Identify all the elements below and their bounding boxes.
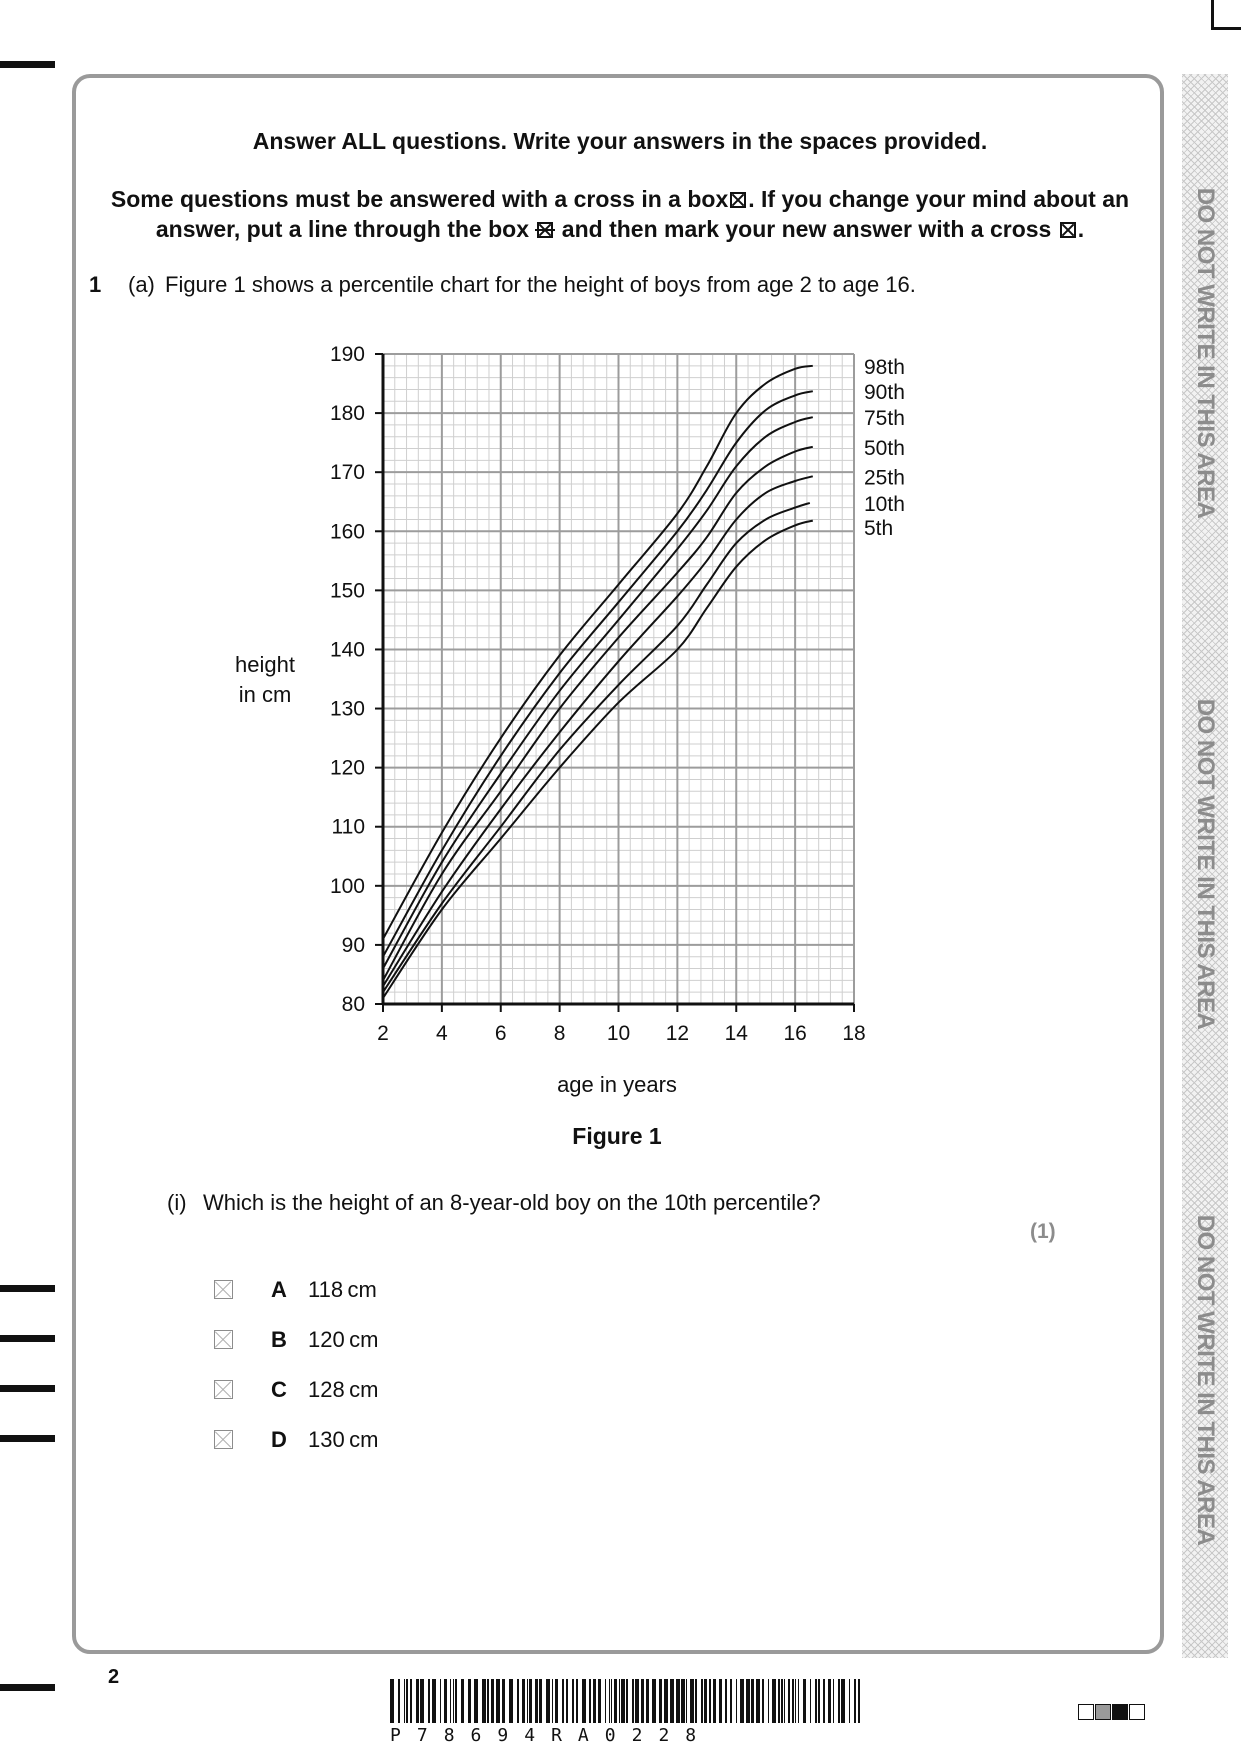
barcode-bar [798,1679,799,1723]
marks-label: (1) [1030,1220,1056,1243]
series-label-98th: 98th [864,355,905,379]
option-letter: D [271,1427,287,1452]
x-tick-label: 2 [377,1022,389,1045]
barcode-bar [778,1679,780,1723]
barcode-bar [496,1679,500,1723]
barcode-bar [713,1679,716,1723]
answer-checkbox[interactable] [214,1430,233,1449]
x-axis-label: age in years [557,1072,677,1097]
instruction-text: Answer ALL questions. Write your answers in the spaces provided. [252,128,988,154]
barcode-bar [823,1679,825,1723]
barcode-bar [589,1679,591,1723]
barcode-bar [398,1679,400,1723]
barcode-bar [756,1679,760,1723]
y-tick-label: 130 [329,697,365,721]
barcode-bar [453,1679,454,1723]
x-tick-label: 8 [553,1022,566,1045]
y-tick-label: 140 [329,638,365,662]
y-tick-label: 180 [329,402,365,426]
do-not-write-label: DO NOT WRITE IN THIS AREA [1192,698,1219,1030]
barcode-char: 9 [497,1725,525,1746]
barcode-bar [632,1679,634,1723]
barcode-bar [626,1679,628,1723]
barcode-bar [420,1679,424,1723]
barcode-char: 8 [443,1725,471,1746]
barcode-bar [746,1679,750,1723]
sub-question-text: Which is the height of an 8-year-old boy on the 10th percentile? [203,1190,821,1215]
barcode-bar [762,1679,764,1723]
barcode-bar [725,1679,727,1723]
y-tick-label: 100 [329,874,365,898]
y-tick-label: 90 [341,933,365,957]
y-tick-label: 80 [341,993,365,1016]
option-letter: B [271,1327,287,1352]
series-label-75th: 75th [864,407,905,431]
x-tick-label: 12 [665,1022,690,1045]
barcode-bar [576,1679,578,1723]
barcode-bar [552,1679,553,1723]
do-not-write-label: DO NOT WRITE IN THIS AREA [1192,1214,1219,1546]
barcode-bar [614,1679,617,1723]
y-axis-label [210,650,320,710]
barcode-bar [468,1679,471,1723]
barcode-bar [719,1679,722,1723]
barcode-bar [539,1679,542,1723]
barcode-bar [611,1679,612,1723]
barcode-bar [593,1679,596,1723]
barcode-bar [609,1679,610,1723]
y-tick-label: 190 [329,343,365,366]
barcode-bar [444,1679,447,1723]
x-tick-label: 10 [606,1022,631,1045]
series-label-25th: 25th [864,466,905,490]
y-tick-label: 110 [331,815,365,839]
question-part: (a) [128,272,155,297]
series-label-5th: 5th [864,516,894,540]
barcode-bar [461,1679,464,1723]
instruction-text: . If you change your mind about an [748,186,1130,212]
x-tick-label: 6 [494,1022,507,1045]
print-box [1095,1704,1111,1720]
barcode-bar [566,1679,568,1723]
x-tick-label: 16 [783,1022,807,1045]
barcode-bar [810,1679,811,1723]
barcode-bar [768,1679,769,1723]
barcode-bar [676,1679,680,1723]
barcode-bar [428,1679,430,1723]
instruction-text: . [1077,216,1085,242]
barcode-bar [450,1679,451,1723]
figure-caption: Figure 1 [572,1123,662,1149]
barcode-bar [841,1679,845,1723]
x-tick-label: 4 [436,1022,448,1045]
barcode-bar [828,1679,831,1723]
barcode-bar [572,1679,574,1723]
y-axis-label-line: height [235,652,295,677]
barcode-bar [406,1679,408,1723]
y-tick-label: 160 [329,520,365,544]
barcode-bar [491,1679,494,1723]
barcode-bar [704,1679,707,1723]
barcode [390,1679,860,1723]
series-label-90th: 90th [864,381,905,405]
barcode-bar [635,1679,639,1723]
barcode-bar [849,1679,850,1723]
print-box [1129,1704,1145,1720]
answer-checkbox[interactable] [214,1330,233,1349]
barcode-bar [416,1679,419,1723]
page-number: 2 [108,1666,120,1688]
barcode-bar [740,1679,744,1723]
barcode-bar [681,1679,685,1723]
series-label-10th: 10th [864,492,905,516]
print-box [1112,1704,1128,1720]
barcode-bar [815,1679,817,1723]
barcode-bar [701,1679,703,1723]
barcode-bar [670,1679,674,1723]
barcode-bar [803,1679,806,1723]
option-text: 118 cm [308,1277,377,1302]
barcode-bar [529,1679,532,1723]
barcode-char: A [577,1725,605,1746]
barcode-bar [784,1679,785,1723]
barcode-bar [455,1679,457,1723]
barcode-bar [502,1679,505,1723]
instruction-text: Some questions must be answered with a cross in a box [110,186,729,212]
barcode-bar [690,1679,694,1723]
barcode-number [390,1725,860,1746]
answer-checkbox[interactable] [214,1280,233,1299]
barcode-bar [659,1679,662,1723]
barcode-bar [652,1679,656,1723]
sub-question-number: (i) [167,1190,187,1215]
question-number: 1 [89,272,102,297]
barcode-bar [546,1679,550,1723]
barcode-char: 6 [470,1725,498,1746]
barcode-bar [390,1679,394,1723]
barcode-bar [509,1679,513,1723]
barcode-bar [605,1679,606,1723]
x-tick-label: 14 [724,1022,748,1045]
barcode-bar [598,1679,601,1723]
barcode-bar [818,1679,820,1723]
barcode-bar [736,1679,737,1723]
y-tick-label: 170 [329,461,365,485]
barcode-bar [788,1679,790,1723]
barcode-bar [730,1679,732,1723]
barcode-char: 4 [524,1725,552,1746]
barcode-bar [792,1679,794,1723]
barcode-bar [535,1679,538,1723]
barcode-bar [641,1679,644,1723]
answer-checkbox[interactable] [214,1380,233,1399]
barcode-bar [440,1679,441,1723]
do-not-write-label: DO NOT WRITE IN THIS AREA [1192,187,1219,519]
option-text: 130 cm [308,1427,379,1452]
barcode-bar [410,1679,412,1723]
barcode-bar [482,1679,486,1723]
option-text: 128 cm [308,1377,379,1402]
barcode-bar [686,1679,687,1723]
barcode-bar [781,1679,783,1723]
y-tick-label: 120 [329,756,365,780]
barcode-bar [838,1679,840,1723]
instruction-text: and then mark your new answer with a cross [561,216,1052,242]
barcode-char: 2 [658,1725,686,1746]
option-letter: A [271,1277,287,1302]
barcode-bar [646,1679,649,1723]
barcode-bar [619,1679,620,1723]
barcode-bar [474,1679,478,1723]
barcode-bar [432,1679,436,1723]
barcode-bar [833,1679,834,1723]
barcode-bar [709,1679,711,1723]
barcode-bar [555,1679,558,1723]
print-registration-boxes [1078,1704,1146,1725]
barcode-char: 0 [604,1725,632,1746]
y-axis-label-line: in cm [238,682,292,707]
instruction-text: answer, put a line through the box [155,216,530,242]
barcode-char: 7 [416,1725,444,1746]
barcode-bar [522,1679,525,1723]
series-line-10th [383,503,810,992]
series-label-50th: 50th [864,436,905,460]
barcode-bar [527,1679,528,1723]
barcode-char: P [390,1725,417,1746]
barcode-bar [772,1679,776,1723]
barcode-char: 8 [685,1725,713,1746]
barcode-char: 2 [631,1725,659,1746]
barcode-bar [858,1679,860,1723]
barcode-bar [487,1679,489,1723]
print-box [1078,1704,1094,1720]
x-tick-label: 18 [842,1022,866,1045]
option-text: 120 cm [308,1327,379,1352]
barcode-bar [795,1679,796,1723]
barcode-bar [621,1679,625,1723]
barcode-bar [517,1679,519,1723]
barcode-bar [751,1679,754,1723]
barcode-bar [582,1679,586,1723]
barcode-bar [695,1679,697,1723]
barcode-bar [562,1679,564,1723]
y-tick-label: 150 [329,579,365,603]
option-letter: C [271,1377,287,1402]
barcode-bar [664,1679,668,1723]
barcode-bar [854,1679,856,1723]
barcode-char: R [551,1725,578,1746]
question-text: Figure 1 shows a percentile chart for the height of boys from age 2 to age 16. [165,272,916,297]
barcode-bar [404,1679,405,1723]
